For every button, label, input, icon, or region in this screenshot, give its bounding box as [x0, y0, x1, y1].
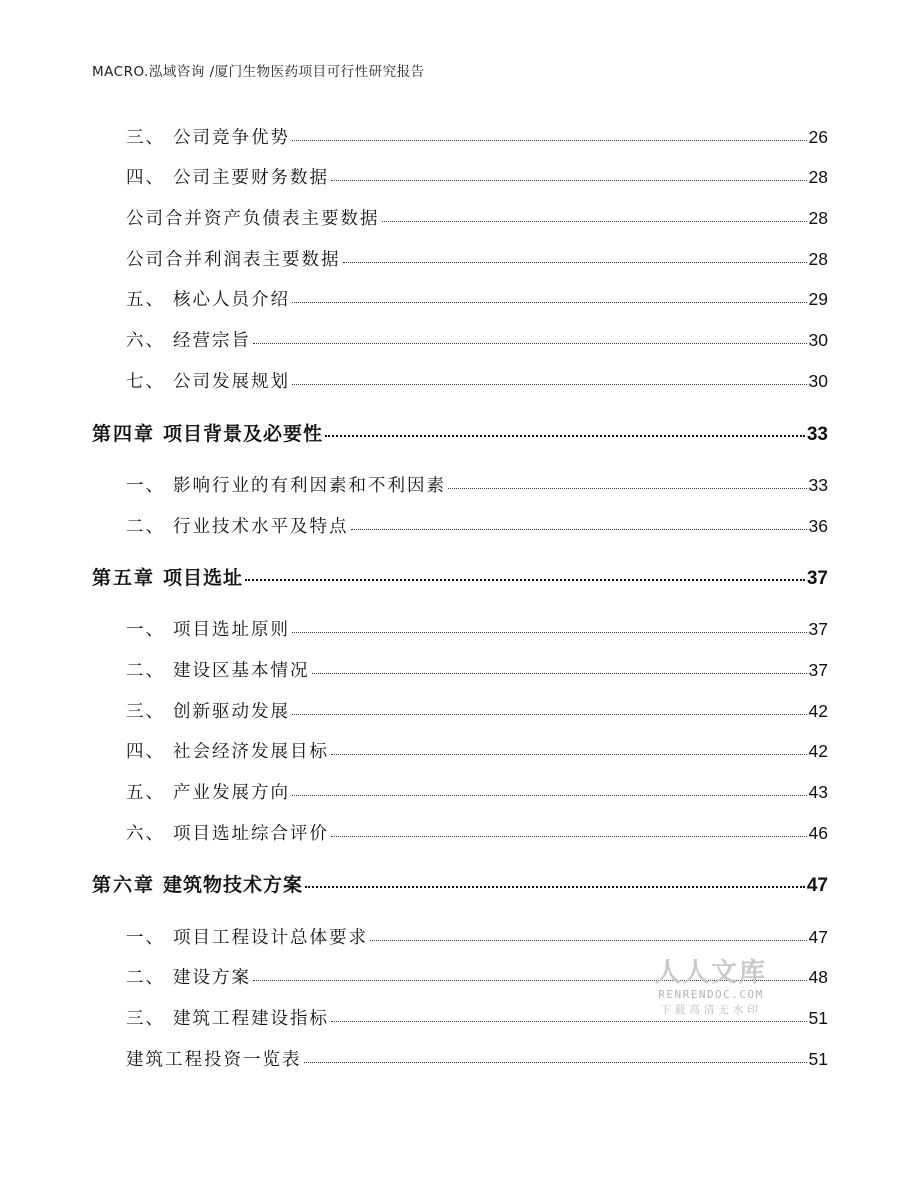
toc-entry-title: 建设方案	[173, 968, 251, 988]
toc-page-number: 26	[808, 127, 828, 147]
toc-page-number: 28	[808, 208, 828, 228]
toc-entry[interactable]	[126, 164, 828, 189]
toc-entry-number: 三、	[126, 1009, 165, 1029]
watermark-logo-text: 人人文库	[654, 958, 767, 988]
toc-dot-leader	[245, 565, 805, 584]
toc-dot-leader	[292, 370, 807, 388]
toc-dot-leader	[304, 1048, 807, 1066]
toc-page-number: 37	[808, 660, 828, 680]
toc-page-number: 51	[808, 1049, 828, 1069]
toc-dot-leader	[305, 872, 805, 891]
toc-entry-number: 三、	[126, 702, 165, 722]
toc-entry-title: 项目选址原则	[173, 620, 290, 640]
toc-page-number: 28	[808, 167, 828, 187]
toc-entry-title: 项目工程设计总体要求	[173, 928, 368, 948]
watermark-tagline: 下载高清无水印	[660, 1004, 762, 1016]
toc-entry[interactable]	[126, 738, 828, 763]
toc-entry-number: 四、	[126, 742, 165, 762]
toc-entry-number: 一、	[126, 476, 165, 496]
toc-entry[interactable]	[126, 1005, 828, 1030]
toc-dot-leader	[312, 659, 807, 677]
toc-chapter-entry[interactable]	[92, 419, 828, 446]
toc-dot-leader	[292, 288, 807, 306]
toc-dot-leader	[292, 126, 807, 144]
toc-entry-number: 二、	[126, 517, 165, 537]
watermark-site: RENRENDOC.COM	[658, 988, 764, 1001]
toc-page-number: 48	[808, 967, 828, 987]
toc-entry-title: 公司发展规划	[173, 372, 290, 392]
toc-entry-title: 公司合并利润表主要数据	[126, 250, 341, 270]
toc-page-number: 30	[808, 330, 828, 350]
toc-entry-title: 建设区基本情况	[173, 661, 310, 681]
toc-entry-number: 五、	[126, 290, 165, 310]
toc-dot-leader	[448, 474, 807, 492]
toc-entry[interactable]	[126, 964, 828, 989]
toc-dot-leader	[331, 1007, 807, 1025]
toc-entry-number: 二、	[126, 968, 165, 988]
toc-entry-number: 一、	[126, 620, 165, 640]
toc-entry-number: 七、	[126, 372, 165, 392]
toc-page-number: 36	[808, 516, 828, 536]
toc-entry[interactable]	[126, 327, 828, 352]
toc-entry-number: 第六章	[92, 874, 156, 896]
toc-entry-title: 行业技术水平及特点	[173, 517, 349, 537]
toc-entry[interactable]	[126, 472, 828, 497]
toc-entry[interactable]	[126, 286, 828, 311]
toc-page-number: 30	[808, 371, 828, 391]
toc-page-number: 51	[808, 1008, 828, 1028]
toc-entry-number: 六、	[126, 824, 165, 844]
toc-entry[interactable]	[126, 205, 828, 230]
toc-entry-title: 建筑工程投资一览表	[126, 1050, 302, 1070]
page-header: MACRO.泓域咨询 /厦门生物医药项目可行性研究报告	[92, 64, 425, 80]
toc-entry-title: 产业发展方向	[173, 783, 290, 803]
toc-dot-leader	[351, 515, 807, 533]
toc-entry[interactable]	[126, 924, 828, 949]
toc-dot-leader	[331, 166, 807, 184]
toc-entry[interactable]	[126, 616, 828, 641]
toc-dot-leader	[382, 207, 807, 225]
toc-dot-leader	[253, 329, 807, 347]
toc-entry-number: 三、	[126, 128, 165, 148]
toc-entry-title: 公司主要财务数据	[173, 168, 329, 188]
toc-page-number: 43	[808, 782, 828, 802]
toc-entry-number: 一、	[126, 928, 165, 948]
toc-page-number: 33	[806, 424, 828, 445]
toc-entry-title: 经营宗旨	[173, 331, 251, 351]
toc-page-number: 42	[808, 741, 828, 761]
toc-dot-leader	[253, 966, 807, 984]
toc-entry-title: 项目选址	[163, 567, 244, 589]
toc-page-number: 37	[806, 568, 828, 589]
toc-entry[interactable]	[126, 1046, 828, 1071]
toc-chapter-entry[interactable]	[92, 870, 828, 897]
toc-entry[interactable]	[126, 246, 828, 271]
toc-entry-number: 第五章	[92, 567, 156, 589]
toc-entry[interactable]	[126, 779, 828, 804]
toc-entry[interactable]	[126, 124, 828, 149]
toc-entry-title: 社会经济发展目标	[173, 742, 329, 762]
toc-page-number: 29	[808, 289, 828, 309]
toc-dot-leader	[370, 926, 807, 944]
toc-entry-number: 四、	[126, 168, 165, 188]
toc-entry-title: 建筑物技术方案	[163, 874, 304, 896]
toc-entry-title: 项目选址综合评价	[173, 824, 329, 844]
toc-entry[interactable]	[126, 368, 828, 393]
toc-dot-leader	[292, 700, 807, 718]
toc-chapter-entry[interactable]	[92, 563, 828, 590]
toc-entry-number: 二、	[126, 661, 165, 681]
toc-entry[interactable]	[126, 657, 828, 682]
toc-dot-leader	[325, 421, 805, 440]
toc-page-number: 46	[808, 823, 828, 843]
toc-dot-leader	[331, 822, 807, 840]
toc-page-number: 33	[808, 475, 828, 495]
toc-page-number: 28	[808, 249, 828, 269]
toc-page-number: 37	[808, 619, 828, 639]
toc-entry[interactable]	[126, 698, 828, 723]
toc-entry-title: 创新驱动发展	[173, 702, 290, 722]
toc-entry-title: 公司合并资产负债表主要数据	[126, 209, 380, 229]
toc-dot-leader	[292, 618, 807, 636]
toc-entry-number: 第四章	[92, 423, 156, 445]
toc-entry[interactable]	[126, 820, 828, 845]
toc-entry-number: 五、	[126, 783, 165, 803]
toc-entry-title: 核心人员介绍	[173, 290, 290, 310]
toc-page-number: 42	[808, 701, 828, 721]
toc-entry-title: 公司竞争优势	[173, 128, 290, 148]
toc-dot-leader	[343, 248, 807, 266]
toc-entry-title: 建筑工程建设指标	[173, 1009, 329, 1029]
toc-page-number: 47	[808, 927, 828, 947]
toc-entry-number: 六、	[126, 331, 165, 351]
toc-page-number: 47	[806, 875, 828, 896]
toc-dot-leader	[331, 740, 807, 758]
toc-entry-title: 项目背景及必要性	[163, 423, 324, 445]
toc-dot-leader	[292, 781, 807, 799]
toc-entry-title: 影响行业的有利因素和不利因素	[173, 476, 446, 496]
toc-entry[interactable]	[126, 513, 828, 538]
